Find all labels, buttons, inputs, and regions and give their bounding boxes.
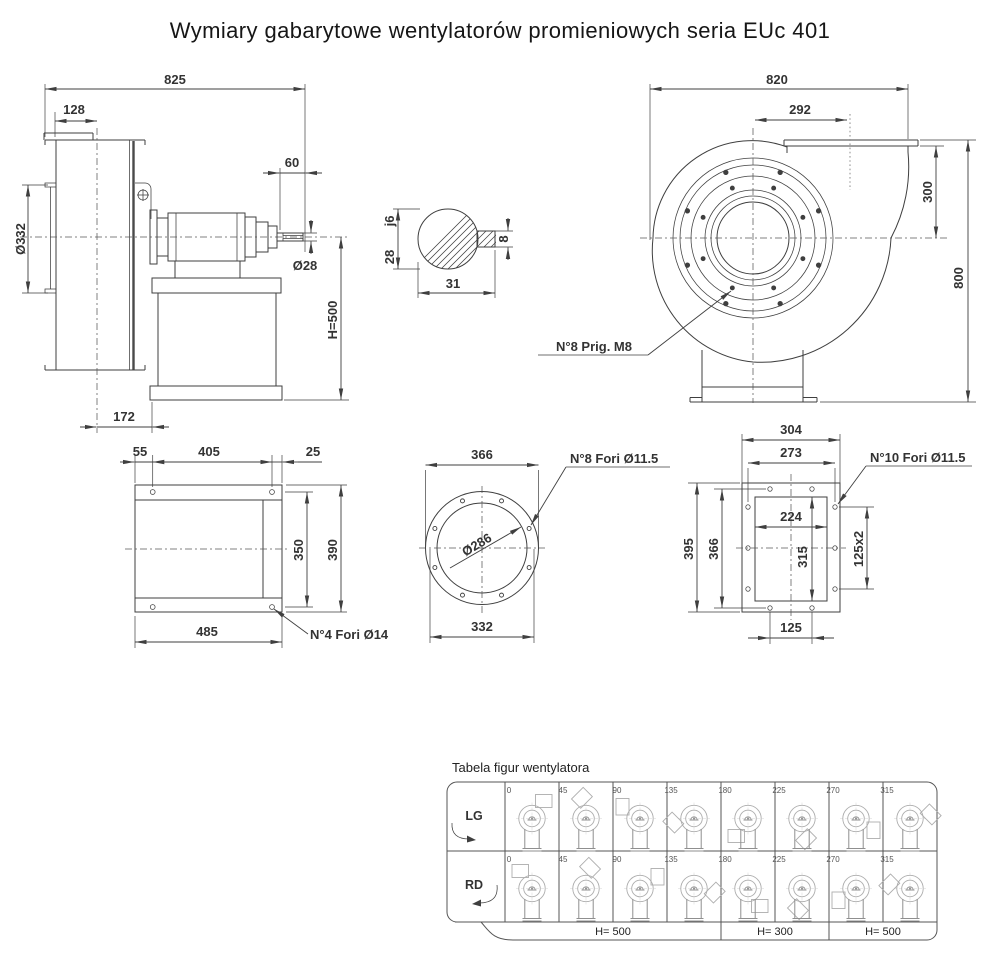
fan-figure [663,803,710,852]
dim-31: 31 [445,276,461,291]
dim-224: 224 [780,509,802,524]
fan-figure [879,873,926,922]
fan-figure [732,873,768,922]
page-title: Wymiary gabarytowe wentylatorów promieniowych seria EUc 401 [169,18,831,43]
fan-figure [678,873,725,922]
inlet-flange-view [419,447,670,643]
angle-label: 315 [880,786,894,795]
dim-28: 28 [382,249,397,265]
angle-label: 90 [612,855,622,864]
fan-figure [728,803,764,852]
fan-figure [570,787,602,851]
angle-label: 180 [718,855,732,864]
note-8-holes: N°8 Fori Ø11.5 [570,451,659,466]
angle-label: 225 [772,786,786,795]
fan-figure [624,869,664,922]
dim-height: H=500 [325,300,340,340]
angle-label: 315 [880,855,894,864]
fan-figure [616,799,656,852]
angle-label: 270 [826,855,840,864]
dim-300: 300 [920,181,935,203]
fan-figure [516,795,552,852]
footer-height-label: H= 300 [757,926,793,938]
dim-tolerance-j6: j6 [382,215,397,227]
table-title: Tabela figur wentylatora [452,760,590,775]
angle-label: 45 [558,786,568,795]
dim-inlet-diameter: Ø332 [13,223,28,255]
fan-figure-table [447,760,941,940]
dim-273: 273 [780,445,802,460]
fan-figure [840,803,880,852]
fan-figure [832,873,872,922]
fan-figure [786,873,818,922]
dim-800: 800 [951,267,966,289]
fan-figure [512,865,548,922]
angle-label: 180 [718,786,732,795]
dim-366-vertical: 366 [706,538,721,560]
dim-inner-diameter: Ø286 [459,529,495,560]
dim-125: 125 [780,620,802,635]
dim-395: 395 [681,538,696,560]
dim-825: 825 [164,72,186,87]
fan-figure [894,803,941,852]
front-view [538,72,976,403]
dim-405: 405 [198,444,220,459]
angle-label: 0 [506,855,512,864]
dim-332: 332 [471,619,493,634]
angle-label: 0 [506,786,512,795]
shaft-section-detail [382,204,569,298]
footer-height-label: H= 500 [865,926,901,938]
note-4-holes: N°4 Fori Ø14 [310,627,389,642]
angle-label: 90 [612,786,622,795]
angle-label: 270 [826,786,840,795]
dim-55: 55 [132,444,148,459]
fan-figure [786,803,818,852]
dim-125x2: 125x2 [851,530,866,568]
dim-key-8: 8 [496,235,511,243]
dim-25: 25 [305,444,321,459]
note-10-holes: N°10 Fori Ø11.5 [870,450,966,465]
dim-60: 60 [284,155,300,170]
base-plate-view [120,444,389,648]
outlet-flange-view [681,422,972,644]
dim-315: 315 [795,546,810,568]
row-label-rd: RD [464,878,484,892]
dim-shaft-diameter: Ø28 [292,258,318,273]
side-view [13,72,349,433]
fan-figure [570,857,602,921]
dim-485: 485 [196,624,218,639]
angle-label: 225 [772,855,786,864]
angle-label: 135 [664,855,678,864]
footer-height-label: H= 500 [595,926,631,938]
dim-292: 292 [789,102,811,117]
angle-label: 45 [558,855,568,864]
dim-390: 390 [325,539,340,561]
dim-366: 366 [471,447,493,462]
angle-label: 135 [664,786,678,795]
dim-172: 172 [113,409,135,424]
dim-820: 820 [766,72,788,87]
dim-128: 128 [63,102,85,117]
dim-304: 304 [780,422,802,437]
note-studs-m8: N°8 Prig. M8 [556,339,632,354]
dim-350: 350 [291,539,306,561]
row-label-lg: LG [465,809,483,823]
